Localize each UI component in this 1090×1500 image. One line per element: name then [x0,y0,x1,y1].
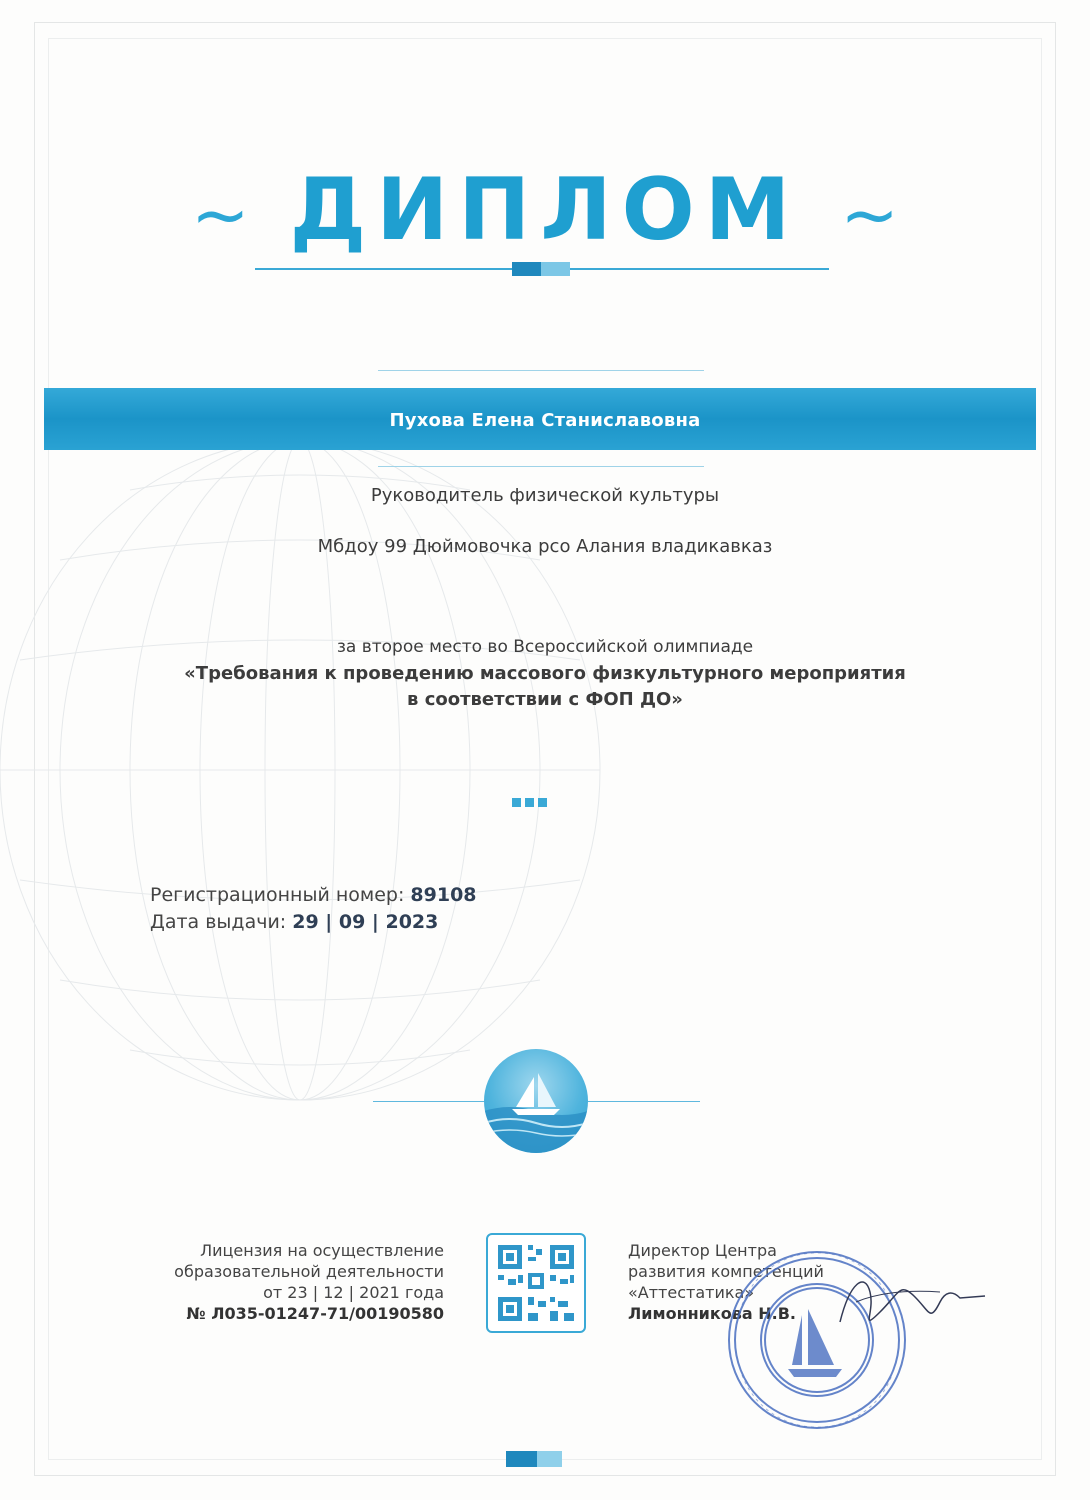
registration-number-value: 89108 [410,884,477,906]
director-name: Лимонникова Н.В. [628,1304,796,1323]
director-signature [820,1262,990,1342]
sailboat-icon [484,1049,588,1153]
diploma-title [0,160,1090,260]
title-text: ДИПЛОМ [289,160,801,260]
olympiad-title-line1: «Требования к проведению массового физкультурного мероприятия [184,663,906,684]
director-line2: развития компетенций [628,1262,824,1281]
title-underline-mark [512,262,570,276]
award-reason: за второе место во Всероссийской олимпиаде [336,637,754,657]
license-number: № Л035-01247-71/00190580 [186,1304,444,1323]
recipient-name: Пухова Елена Станиславовна [389,410,701,431]
olympiad-title [0,661,1090,713]
olympiad-title-line2: в соответствии с ФОП ДО» [407,689,683,710]
globe-grid-decoration [0,420,620,1120]
logo-line-right [588,1101,700,1102]
logo-line-left [373,1101,484,1102]
director-line3: «Аттестатика» [628,1283,755,1302]
license-line2: образовательной деятельности [174,1262,444,1281]
issue-date-value: 29 | 09 | 2023 [292,911,439,933]
recipient-organization: Мбдоу 99 Дюймовочка рсо Алания владикавказ [317,536,773,557]
license-line1: Лицензия на осуществление [200,1241,444,1260]
title-tilde-right: ~ [840,174,899,256]
registration-number-label: Регистрационный номер: [150,884,405,906]
issue-date-row [150,909,477,936]
ribbon-top-line [378,370,704,371]
center-logo [484,1049,588,1153]
ribbon-bottom-line [378,466,704,467]
license-line3: от 23 | 12 | 2021 года [263,1283,444,1302]
recipient-position: Руководитель физической культуры [370,485,720,506]
license-block [130,1240,444,1324]
director-line1: Директор Центра [628,1241,777,1260]
qr-code-icon [488,1235,584,1331]
registration-block [150,882,477,936]
issue-date-label: Дата выдачи: [150,911,287,933]
qr-code [486,1233,586,1333]
bottom-mark [506,1451,562,1467]
title-tilde-left: ~ [191,174,250,256]
separator-dots [512,792,551,811]
registration-number-row [150,882,477,909]
